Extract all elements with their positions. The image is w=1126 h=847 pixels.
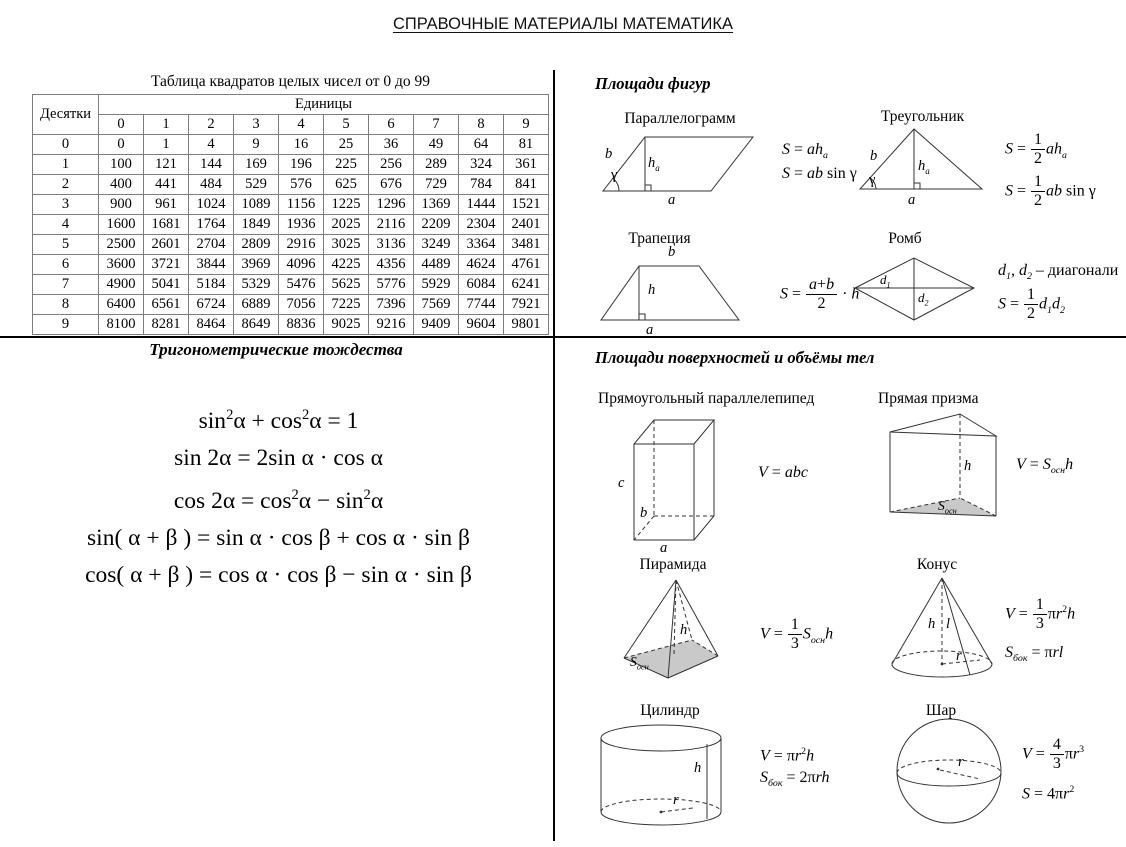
squares-table-row	[33, 195, 549, 215]
square-value-cell: 7056	[279, 295, 324, 315]
squares-table-row	[33, 295, 549, 315]
prism-label-h: h	[964, 458, 972, 474]
prism-label-base: $S_{осн}$	[938, 498, 957, 516]
sphere-label-r: r	[958, 754, 964, 770]
parallelogram-label-gamma: γ	[611, 167, 618, 183]
square-value-cell: 3969	[234, 255, 279, 275]
cone-formulas	[1005, 592, 1075, 668]
cylinder-bottom-back-arc	[601, 799, 721, 812]
formula-parallelogram-1: $S = ah_a$	[782, 141, 828, 162]
shape-name-parallelogram: Параллелограмм	[624, 110, 736, 127]
trapezoid-outline	[601, 266, 739, 320]
triangle-label-a: a	[908, 192, 916, 208]
square-value-cell: 4	[189, 135, 234, 155]
square-value-cell: 1369	[414, 195, 459, 215]
formula-box-1: V = abc	[758, 464, 808, 481]
cone-label-l: l	[946, 616, 951, 632]
square-value-cell: 1296	[369, 195, 414, 215]
square-value-cell: 1024	[189, 195, 234, 215]
tens-value-cell: 9	[33, 315, 99, 335]
square-value-cell: 2116	[369, 215, 414, 235]
square-value-cell: 961	[144, 195, 189, 215]
parallelogram-label-b: b	[605, 146, 613, 162]
square-value-cell: 3364	[459, 235, 504, 255]
square-value-cell: 3025	[324, 235, 369, 255]
square-value-cell: 144	[189, 155, 234, 175]
box-front-face	[634, 444, 694, 540]
square-value-cell: 8281	[144, 315, 189, 335]
square-value-cell: 7396	[369, 295, 414, 315]
formula-cylinder-2: $S_{бок} = 2\pi rh$	[760, 769, 830, 790]
square-value-cell: 529	[234, 175, 279, 195]
square-value-cell: 8464	[189, 315, 234, 335]
square-value-cell: 2601	[144, 235, 189, 255]
square-value-cell: 196	[279, 155, 324, 175]
cylinder-bottom-front-arc	[601, 812, 721, 825]
square-value-cell: 5776	[369, 275, 414, 295]
square-value-cell: 64	[459, 135, 504, 155]
digit-header-cell: 8	[459, 115, 504, 135]
formula-cone-1: V = $\frac{1}{3}$ $\pi r^2h$	[1005, 596, 1076, 633]
triangle-formulas	[1005, 127, 1096, 215]
cone-label-h: h	[928, 616, 936, 632]
square-value-cell: 100	[99, 155, 144, 175]
triangle-label-gamma: γ	[869, 172, 876, 188]
square-value-cell: 1444	[459, 195, 504, 215]
tens-value-cell: 5	[33, 235, 99, 255]
squares-table-row	[33, 175, 549, 195]
formula-prism-1: $V = S_{осн}h$	[1016, 456, 1074, 477]
formula-parallelogram-2: S = ab sin γ	[782, 165, 857, 183]
squares-table-row	[33, 215, 549, 235]
squares-table-row	[33, 315, 549, 335]
square-value-cell: 2401	[504, 215, 549, 235]
parallelogram-outline	[603, 137, 753, 191]
squares-table-row	[33, 255, 549, 275]
box-label-b: b	[640, 505, 648, 521]
square-value-cell: 5041	[144, 275, 189, 295]
page-title: СПРАВОЧНЫЕ МАТЕРИАЛЫ МАТЕМАТИКА	[392, 15, 734, 33]
squares-table-row	[33, 275, 549, 295]
square-value-cell: 900	[99, 195, 144, 215]
square-value-cell: 400	[99, 175, 144, 195]
square-value-cell: 9	[234, 135, 279, 155]
square-value-cell: 4356	[369, 255, 414, 275]
square-value-cell: 2500	[99, 235, 144, 255]
square-value-cell: 4624	[459, 255, 504, 275]
areas-section-title: Площади фигур	[595, 74, 711, 93]
trapezoid-figure	[593, 262, 758, 324]
digit-header-cell: 3	[234, 115, 279, 135]
square-value-cell: 2025	[324, 215, 369, 235]
sphere-formulas	[1022, 732, 1084, 807]
squares-table-row	[33, 135, 549, 155]
squares-table	[32, 94, 549, 335]
trig-identity-2: sin 2α = 2sin α · cos α	[174, 444, 383, 471]
sphere-center-dot	[937, 768, 940, 771]
tens-value-cell: 0	[33, 135, 99, 155]
square-value-cell: 625	[324, 175, 369, 195]
prism-drawing	[882, 408, 1007, 538]
digit-header-cell: 5	[324, 115, 369, 135]
tens-value-cell: 1	[33, 155, 99, 175]
parallelogram-formulas	[782, 137, 857, 187]
square-value-cell: 1521	[504, 195, 549, 215]
digit-header-cell: 6	[369, 115, 414, 135]
tens-header-cell: Десятки	[33, 95, 99, 135]
pyramid-figure	[598, 574, 748, 684]
squares-table-row	[33, 155, 549, 175]
square-value-cell: 4489	[414, 255, 459, 275]
square-value-cell: 484	[189, 175, 234, 195]
box-top-face	[634, 420, 714, 444]
square-value-cell: 1	[144, 135, 189, 155]
square-value-cell: 1936	[279, 215, 324, 235]
trapezoid-label-a: a	[646, 322, 654, 338]
tens-value-cell: 3	[33, 195, 99, 215]
square-value-cell: 2209	[414, 215, 459, 235]
square-value-cell: 4225	[324, 255, 369, 275]
box-label-a: a	[660, 540, 668, 556]
digit-header-cell: 2	[189, 115, 234, 135]
square-value-cell: 576	[279, 175, 324, 195]
square-value-cell: 7225	[324, 295, 369, 315]
rhombus-label-d1: $d_1$	[880, 272, 891, 290]
square-value-cell: 81	[504, 135, 549, 155]
square-value-cell: 1764	[189, 215, 234, 235]
prism-formulas	[1016, 452, 1073, 480]
formula-triangle-1: S = $\frac{1}{2}$ $ah_a$	[1005, 131, 1067, 168]
sphere-radius-line	[940, 770, 980, 779]
right-angle-mark	[914, 183, 920, 189]
square-value-cell: 9409	[414, 315, 459, 335]
shape-name-pyramid: Пирамида	[639, 556, 707, 573]
square-value-cell: 324	[459, 155, 504, 175]
sphere-figure	[890, 716, 1010, 828]
horizontal-divider	[0, 336, 1126, 338]
parallelogram-label-a: a	[668, 192, 676, 208]
square-value-cell: 1681	[144, 215, 189, 235]
formula-triangle-2: S = $\frac{1}{2}$ ab sin γ	[1005, 172, 1096, 210]
square-value-cell: 3721	[144, 255, 189, 275]
square-value-cell: 841	[504, 175, 549, 195]
box-drawing	[610, 410, 740, 550]
formula-trapezoid-1: S = $\frac{a+b}{2}$ · h	[780, 276, 860, 313]
parallelogram-label-h: $h_a$	[648, 155, 660, 173]
prism-figure	[882, 408, 1007, 538]
table-header-row	[33, 95, 549, 115]
squares-table-body	[33, 135, 549, 335]
square-value-cell: 7569	[414, 295, 459, 315]
cylinder-formulas	[760, 742, 830, 794]
parallelogram-figure	[593, 128, 763, 198]
square-value-cell: 6724	[189, 295, 234, 315]
formula-sphere-1: V = $\frac{4}{3}$ $\pi r^3$	[1022, 736, 1085, 773]
square-value-cell: 0	[99, 135, 144, 155]
trig-identities	[26, 397, 531, 594]
digits-header-row	[33, 115, 549, 135]
formula-cylinder-1: $V = \pi r^2h$	[760, 746, 815, 765]
square-value-cell: 441	[144, 175, 189, 195]
square-value-cell: 1849	[234, 215, 279, 235]
digit-header-cell: 1	[144, 115, 189, 135]
squares-table-row	[33, 235, 549, 255]
square-value-cell: 25	[324, 135, 369, 155]
box-formulas	[758, 460, 808, 486]
square-value-cell: 5476	[279, 275, 324, 295]
tens-value-cell: 4	[33, 215, 99, 235]
cylinder-drawing	[595, 718, 735, 830]
shape-name-trapezoid: Трапеция	[628, 230, 691, 247]
square-value-cell: 5329	[234, 275, 279, 295]
formula-sphere-2: $S = 4\pi r^2$	[1022, 783, 1075, 803]
square-value-cell: 256	[369, 155, 414, 175]
box-right-face	[694, 420, 714, 540]
tens-value-cell: 8	[33, 295, 99, 315]
square-value-cell: 1156	[279, 195, 324, 215]
trapezoid-drawing	[593, 262, 758, 324]
rhombus-diagonals-note: $d_1$, $d_2$ – диагонали	[998, 262, 1119, 283]
pyramid-label-base: $S_{осн}$	[630, 654, 649, 672]
square-value-cell: 289	[414, 155, 459, 175]
rhombus-formulas	[998, 282, 1065, 328]
square-value-cell: 2809	[234, 235, 279, 255]
square-value-cell: 6241	[504, 275, 549, 295]
square-value-cell: 36	[369, 135, 414, 155]
shape-name-cone: Конус	[916, 556, 958, 573]
square-value-cell: 3844	[189, 255, 234, 275]
square-value-cell: 676	[369, 175, 414, 195]
sphere-equator-back-arc	[897, 760, 1001, 773]
digit-header-cell: 0	[99, 115, 144, 135]
trapezoid-label-h: h	[648, 282, 656, 298]
trig-section-title: Тригонометрические тождества	[149, 340, 403, 359]
pyramid-formulas	[760, 612, 833, 658]
cylinder-center-dot	[660, 811, 663, 814]
rhombus-label-d2: $d_2$	[918, 290, 929, 308]
right-angle-mark	[639, 314, 645, 320]
square-value-cell: 361	[504, 155, 549, 175]
tens-value-cell: 6	[33, 255, 99, 275]
square-value-cell: 4761	[504, 255, 549, 275]
shape-name-rhombus: Ромб	[888, 230, 922, 247]
shape-name-sphere: Шар	[925, 702, 957, 719]
rhombus-figure	[850, 254, 980, 322]
vertical-divider	[553, 70, 555, 841]
square-value-cell: 5625	[324, 275, 369, 295]
formula-pyramid-1: V = $\frac{1}{3}$ $S_{осн}h$	[760, 616, 834, 653]
square-value-cell: 9025	[324, 315, 369, 335]
trapezoid-formulas	[780, 272, 859, 318]
square-value-cell: 9604	[459, 315, 504, 335]
digit-header-cell: 7	[414, 115, 459, 135]
square-value-cell: 4096	[279, 255, 324, 275]
square-value-cell: 7921	[504, 295, 549, 315]
square-value-cell: 1225	[324, 195, 369, 215]
cylinder-label-r: r	[673, 792, 679, 808]
square-value-cell: 2304	[459, 215, 504, 235]
parallelogram-drawing	[593, 128, 763, 198]
square-value-cell: 9801	[504, 315, 549, 335]
square-value-cell: 7744	[459, 295, 504, 315]
digit-header-cell: 9	[504, 115, 549, 135]
cylinder-top-ellipse	[601, 725, 721, 751]
square-value-cell: 225	[324, 155, 369, 175]
square-value-cell: 121	[144, 155, 189, 175]
box-figure	[610, 410, 740, 550]
pyramid-label-h: h	[680, 622, 688, 638]
box-label-c: c	[618, 475, 625, 491]
square-value-cell: 9216	[369, 315, 414, 335]
square-value-cell: 5184	[189, 275, 234, 295]
tens-value-cell: 7	[33, 275, 99, 295]
square-value-cell: 2916	[279, 235, 324, 255]
formula-rhombus-1: S = $\frac{1}{2}$ $d_1d_2$	[998, 286, 1065, 323]
units-header-cell: Единицы	[99, 95, 549, 115]
trig-identity-1: $\sin^2\alpha + \cos^2\alpha = 1$	[198, 407, 359, 434]
square-value-cell: 6561	[144, 295, 189, 315]
square-value-cell: 49	[414, 135, 459, 155]
square-value-cell: 8649	[234, 315, 279, 335]
square-value-cell: 3481	[504, 235, 549, 255]
shape-name-box: Прямоугольный параллелепипед	[598, 390, 815, 407]
triangle-label-b: b	[870, 148, 878, 164]
square-value-cell: 3600	[99, 255, 144, 275]
cylinder-label-h: h	[694, 760, 702, 776]
square-value-cell: 784	[459, 175, 504, 195]
square-value-cell: 8100	[99, 315, 144, 335]
squares-table-title: Таблица квадратов целых чисел от 0 до 99	[150, 73, 431, 90]
square-value-cell: 8836	[279, 315, 324, 335]
square-value-cell: 2704	[189, 235, 234, 255]
right-angle-mark	[645, 185, 651, 191]
square-value-cell: 5929	[414, 275, 459, 295]
formula-cone-2: $S_{бок} = \pi rl$	[1005, 643, 1064, 664]
square-value-cell: 1089	[234, 195, 279, 215]
trig-identity-5: cos( α + β ) = cos α · cos β − sin α · sin β	[85, 561, 472, 588]
solids-section-title: Площади поверхностей и объёмы тел	[595, 348, 875, 367]
shape-name-cylinder: Цилиндр	[640, 702, 700, 719]
sphere-equator-front-arc	[897, 773, 1001, 786]
cylinder-figure	[595, 718, 735, 830]
sphere-drawing	[890, 716, 1010, 828]
cone-label-r: r	[956, 648, 962, 664]
square-value-cell: 6889	[234, 295, 279, 315]
square-value-cell: 729	[414, 175, 459, 195]
square-value-cell: 3136	[369, 235, 414, 255]
square-value-cell: 169	[234, 155, 279, 175]
trapezoid-label-b: b	[668, 244, 676, 260]
shape-name-prism: Прямая призма	[878, 390, 979, 407]
trig-identity-3: $\cos 2\alpha = \cos^2\alpha - \sin^2\alpha$	[173, 486, 384, 514]
square-value-cell: 1600	[99, 215, 144, 235]
cone-center-dot	[941, 663, 944, 666]
square-value-cell: 16	[279, 135, 324, 155]
triangle-label-h: $h_a$	[918, 158, 930, 176]
tens-value-cell: 2	[33, 175, 99, 195]
square-value-cell: 6400	[99, 295, 144, 315]
square-value-cell: 6084	[459, 275, 504, 295]
digit-header-cell: 4	[279, 115, 324, 135]
trig-identity-4: sin( α + β ) = sin α · cos β + cos α · sin β	[87, 524, 470, 551]
shape-name-triangle: Треугольник	[880, 108, 965, 125]
prism-top-face	[890, 414, 996, 436]
square-value-cell: 3249	[414, 235, 459, 255]
pyramid-drawing	[598, 574, 748, 684]
rhombus-drawing	[850, 254, 980, 322]
square-value-cell: 4900	[99, 275, 144, 295]
cone-base-front-arc	[892, 664, 992, 677]
sphere-outline	[897, 719, 1001, 823]
